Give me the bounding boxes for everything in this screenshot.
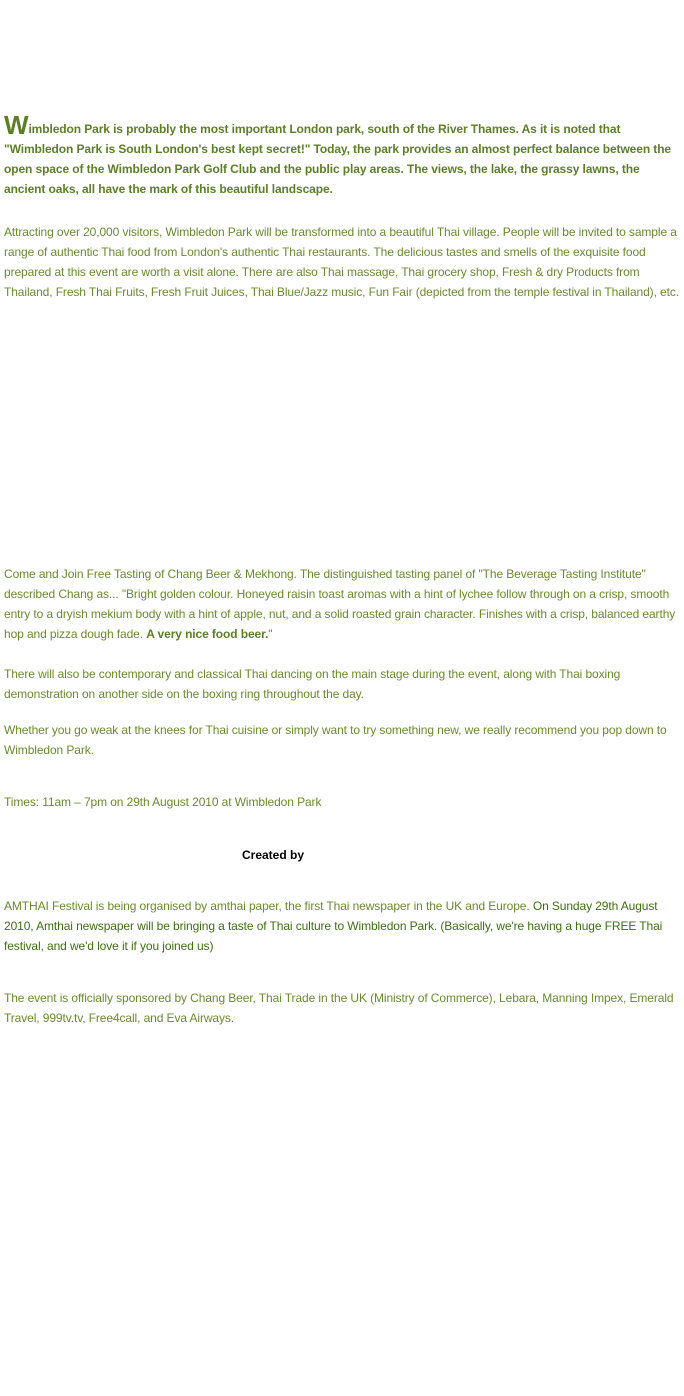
times-paragraph: Times: 11am – 7pm on 29th August 2010 at Wimbledon Park (4, 795, 322, 809)
organiser-paragraph (4, 896, 680, 956)
attracting-paragraph: Attracting over 20,000 visitors, Wimbledon Park will be transformed into a beautiful Thai village. People will be invited to sample a range of authentic Thai food from London's authentic Thai restaurants. The delicious tastes and smells of the exquisite food prepared at this event are worth a visit alone. There are also Thai massage, Thai grocery shop, Fresh & dry Products from Thailand, Fresh Thai Fruits, Fresh Fruit Juices, Thai Blue/Jazz music, Fun Fair (depicted from the temple festival in Thailand), etc. (4, 225, 679, 299)
dancing-paragraph: There will also be contemporary and classical Thai dancing on the main stage during the event, along with Thai boxing demonstration on another side on the boxing ring throughout the day. (4, 667, 621, 701)
organiser-text: AMTHAI Festival is being organised by amthai paper, the first Thai newspaper in the UK and Europe. (4, 899, 533, 913)
tasting-text: Come and Join Free Tasting of Chang Beer & Mekhong. The distinguished tasting panel of "The Beverage Tasting Institute" described Chang as... "Bright golden colour. Honeyed raisin toast aromas with a hint of lychee follow through on a crisp, smooth entry to a dryish mekium body with a hint of apple, nut, and a solid roasted grain character. Finishes with a crisp, balanced earthy hop and pizza dough fade. (4, 567, 676, 641)
recommend-paragraph: Whether you go weak at the knees for Thai cuisine or simply want to try something new, we really recommend you pop down to Wimbledon Park. (4, 723, 667, 757)
intro-paragraph (4, 110, 680, 199)
intro-dropcap: W (4, 110, 29, 140)
organiser-highlight: On Sunday 29th August 2010, Amthai newspaper will be bringing a taste of Thai culture to Wimbledon Park. (Basically, we're having a huge FREE Thai festival, and we'd love it if you joined us) (4, 899, 663, 953)
intro-text: imbledon Park is probably the most important London park, south of the River Thames. As it is noted that "Wimbledon Park is South London's best kept secret!" Today, the park provides an almost perfect balance between the open space of the Wimbledon Park Golf Club and the public play areas. The views, the lake, the grassy lawns, the ancient oaks, all have the mark of this beautiful landscape. (4, 122, 671, 196)
tasting-bold-text: A very nice food beer. (146, 627, 269, 641)
tasting-close-quote: " (268, 627, 273, 641)
sponsors-paragraph: The event is officially sponsored by Chang Beer, Thai Trade in the UK (Ministry of Commerce), Lebara, Manning Impex, Emerald Travel, 999tv.tv, Free4call, and Eva Airways. (4, 991, 674, 1025)
created-by-label: Created by (242, 848, 305, 862)
tasting-paragraph (4, 564, 680, 644)
